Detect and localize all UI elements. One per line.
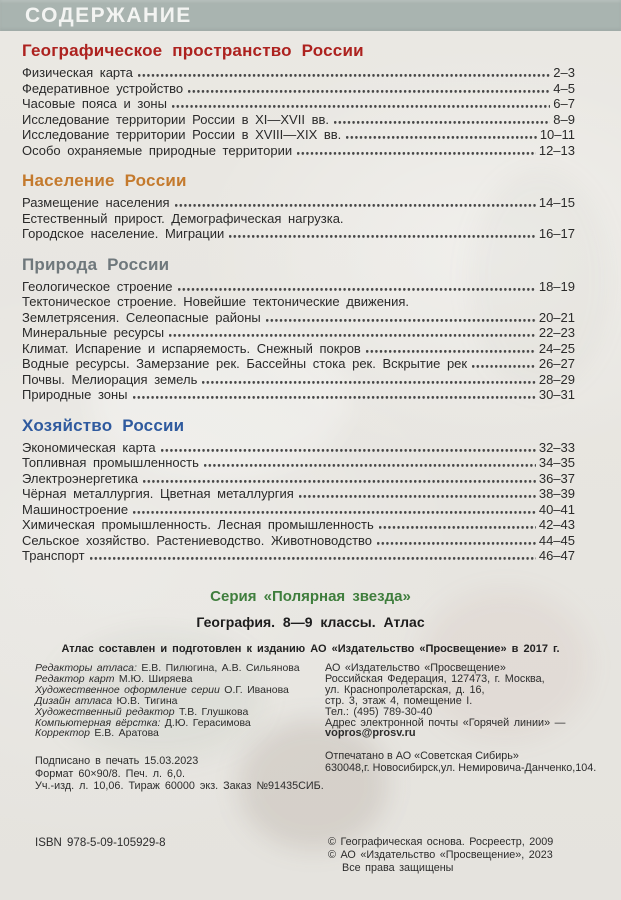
print-info-line: Формат 60×90/8. Печ. л. 6,0. [35,767,186,780]
toc-entry-title: Часовые пояса и зоны [22,96,167,111]
toc-leader-dots [377,542,536,545]
toc-row [22,548,575,564]
toc-entry-title: Химическая промышленность. Лесная промышленность [22,517,374,532]
toc-row [22,387,575,403]
toc-leader-dots [133,511,536,514]
toc-leader-dots [169,334,536,337]
credits-list [35,663,325,739]
toc-leader-dots [334,121,550,124]
toc-leader-dots [204,464,536,467]
toc-entry-pages: 42–43 [538,517,575,532]
publisher-line: АО «Издательство «Просвещение» [325,662,506,674]
toc-leader-dots [366,350,536,353]
toc-leader-dots [188,90,550,93]
credits-column [35,663,325,792]
section-rows [22,65,575,158]
section-rows [22,440,575,564]
section-title: Хозяйство России [22,415,185,435]
toc-entry-title: Транспорт [22,548,85,563]
toc-leader-dots [266,319,536,322]
credit-line: Компьютерная вёрстка: Д.Ю. Герасимова [35,716,251,729]
colophon-center [0,588,621,655]
toc-row [22,310,575,326]
toc-row [22,294,575,310]
toc-row [22,372,575,388]
toc-entry-pages: 32–33 [538,439,575,455]
toc-entry-pages: 16–17 [538,226,575,241]
toc-entry-pages: 14–15 [538,195,575,210]
toc-entry-title: Климат. Испарение и испаряемость. Снежный покров [22,340,361,356]
toc-row [22,502,575,518]
toc-row [22,325,575,341]
toc-entry-title: Чёрная металлургия. Цветная металлургия [22,486,294,501]
toc-leader-dots [178,288,536,291]
publisher-line: Тел.: (495) 789-30-40 [325,705,433,718]
toc-entry-title: Городское население. Миграции [22,226,225,241]
toc-leader-dots [161,449,536,452]
toc-row [22,143,575,159]
toc-entry-pages: 46–47 [538,548,575,563]
toc-row [22,356,575,372]
print-info-line: Уч.-изд. л. 10,06. Тираж 60000 экз. Заказ №91435СИБ. [35,779,324,792]
publisher-column [325,663,605,774]
toc-entry-pages: 26–27 [538,356,575,371]
toc-section [22,417,575,564]
print-info [35,755,325,792]
publisher-line: стр. 3, этаж 4, помещение I. [325,694,473,707]
toc-entry-title: Геологическое строение [22,278,173,294]
toc-leader-dots [472,365,536,368]
toc-row [22,517,575,533]
toc-entry-title: Топливная промышленность [22,455,199,470]
copyright-line: © Географическая основа. Росреестр, 2009 [328,836,554,848]
toc-entry-title: Тектоническое строение. Новейшие тектонические движения. [22,294,410,309]
credit-line: Редакторы атласа: Е.В. Пилюгина, А.В. Сильянова [35,662,300,674]
publisher-line: ул. Краснопролетарская, д. 16, [325,683,485,696]
toc-leader-dots [229,235,536,238]
toc-row [22,440,575,456]
credit-line: Дизайн атласа Ю.В. Тигина [35,694,178,707]
publisher-lines [325,663,605,728]
toc-leader-dots [299,495,536,498]
toc-entry-pages: 22–23 [538,325,575,340]
toc-row [22,81,575,97]
toc-entry-pages: 38–39 [538,486,575,501]
toc-entry-pages: 10–11 [539,127,575,142]
toc-row [22,486,575,502]
toc-leader-dots [297,152,536,155]
toc-leader-dots [175,204,536,207]
toc-entry-title: Минеральные ресурсы [22,325,165,340]
credit-line: Корректор Е.В. Аратова [35,727,159,740]
toc-entry-title: Исследование территории России в XVIII—XIX вв. [22,127,342,142]
toc-leader-dots [346,136,537,139]
section-title: Природа России [22,254,170,274]
printed-at-line: 630048,г. Новосибирск,ул. Немировича-Данченко,104. [325,761,597,774]
toc-row [22,127,575,143]
credit-line: Художественное оформление серии О.Г. Иванова [35,683,289,696]
toc-row [22,195,575,211]
toc-entry-pages: 20–21 [538,309,575,325]
section-rows [22,195,575,242]
toc-entry-title: Электроэнергетика [22,470,138,486]
page-title: СОДЕРЖАНИЕ [25,3,192,27]
toc-row [22,226,575,242]
toc-entry-pages: 34–35 [538,455,575,470]
toc-leader-dots [202,381,536,384]
toc-entry-pages: 28–29 [538,371,575,387]
toc-leader-dots [90,557,536,560]
isbn: ISBN 978-5-09-105929-8 [35,837,166,849]
toc [0,31,621,564]
toc-entry-pages: 8–9 [553,111,575,127]
toc-entry-title: Землетрясения. Селеопасные районы [22,309,261,325]
printed-at [325,751,605,774]
toc-entry-title: Размещение населения [22,195,170,210]
toc-entry-title: Сельское хозяйство. Растениеводство. Животноводство [22,532,373,548]
toc-entry-title: Исследование территории России в XI—XVII вв. [22,111,329,127]
credit-line: Художественный редактор Т.В. Глушкова [35,705,249,718]
prepared-note: Атлас составлен и подготовлен к изданию АО «Издательство «Просвещение» в 2017 г. [61,643,560,655]
toc-row [22,533,575,549]
copyright-block [328,836,553,875]
print-info-line: Подписано в печать 15.03.2023 [35,755,199,768]
copyright-line: © АО «Издательство «Просвещение», 2023 [328,849,553,861]
toc-entry-title: Федеративное устройство [22,80,184,96]
toc-row [22,96,575,112]
toc-entry-title: Естественный прирост. Демографическая нагрузка. [22,210,344,226]
toc-row [22,112,575,128]
toc-section [22,42,575,158]
section-rows [22,279,575,403]
toc-row [22,211,575,227]
toc-entry-pages: 44–45 [538,532,575,548]
series-title: Серия «Полярная звезда» [210,588,411,605]
publisher-line: Адрес электронной почты «Горячей линии» — [325,716,566,729]
toc-row [22,65,575,81]
toc-leader-dots [138,74,550,77]
toc-entry-title: Экономическая карта [22,439,156,455]
toc-entry-pages: 4–5 [553,80,575,96]
toc-entry-pages: 40–41 [538,501,575,517]
toc-entry-title: Почвы. Мелиорация земель [22,371,198,387]
toc-entry-title: Водные ресурсы. Замерзание рек. Бассейны стока рек. Вскрытие рек [22,356,468,371]
page-header-band [0,0,621,31]
publisher-email: vopros@prosv.ru [325,727,416,740]
toc-entry-pages: 12–13 [538,142,575,158]
toc-leader-dots [133,396,536,399]
toc-entry-title: Особо охраняемые природные территории [22,142,293,158]
toc-row [22,279,575,295]
toc-leader-dots [379,526,536,529]
edition-title: География. 8—9 классы. Атлас [196,614,425,630]
toc-row [22,341,575,357]
toc-leader-dots [143,480,536,483]
toc-section [22,172,575,242]
copyright-line: Все права защищены [342,862,454,874]
section-title: Население России [22,171,187,190]
toc-entry-title: Машиностроение [22,501,129,517]
toc-entry-pages: 18–19 [538,278,575,294]
credit-line: Редактор карт М.Ю. Ширяева [35,672,193,685]
toc-section [22,256,575,403]
section-title: Географическое пространство России [22,41,364,60]
printed-at-line: Отпечатано в АО «Советская Сибирь» [325,750,519,763]
toc-entry-title: Природные зоны [22,387,128,402]
toc-entry-pages: 6–7 [553,96,575,111]
toc-row [22,455,575,471]
toc-leader-dots [172,105,550,108]
toc-entry-pages: 36–37 [538,470,575,486]
toc-row [22,471,575,487]
publisher-line: Российская Федерация, 127473, г. Москва, [325,672,545,685]
toc-entry-pages: 2–3 [553,65,575,80]
toc-entry-title: Физическая карта [22,65,133,80]
toc-entry-pages: 30–31 [538,387,575,402]
toc-entry-pages: 24–25 [538,340,575,356]
